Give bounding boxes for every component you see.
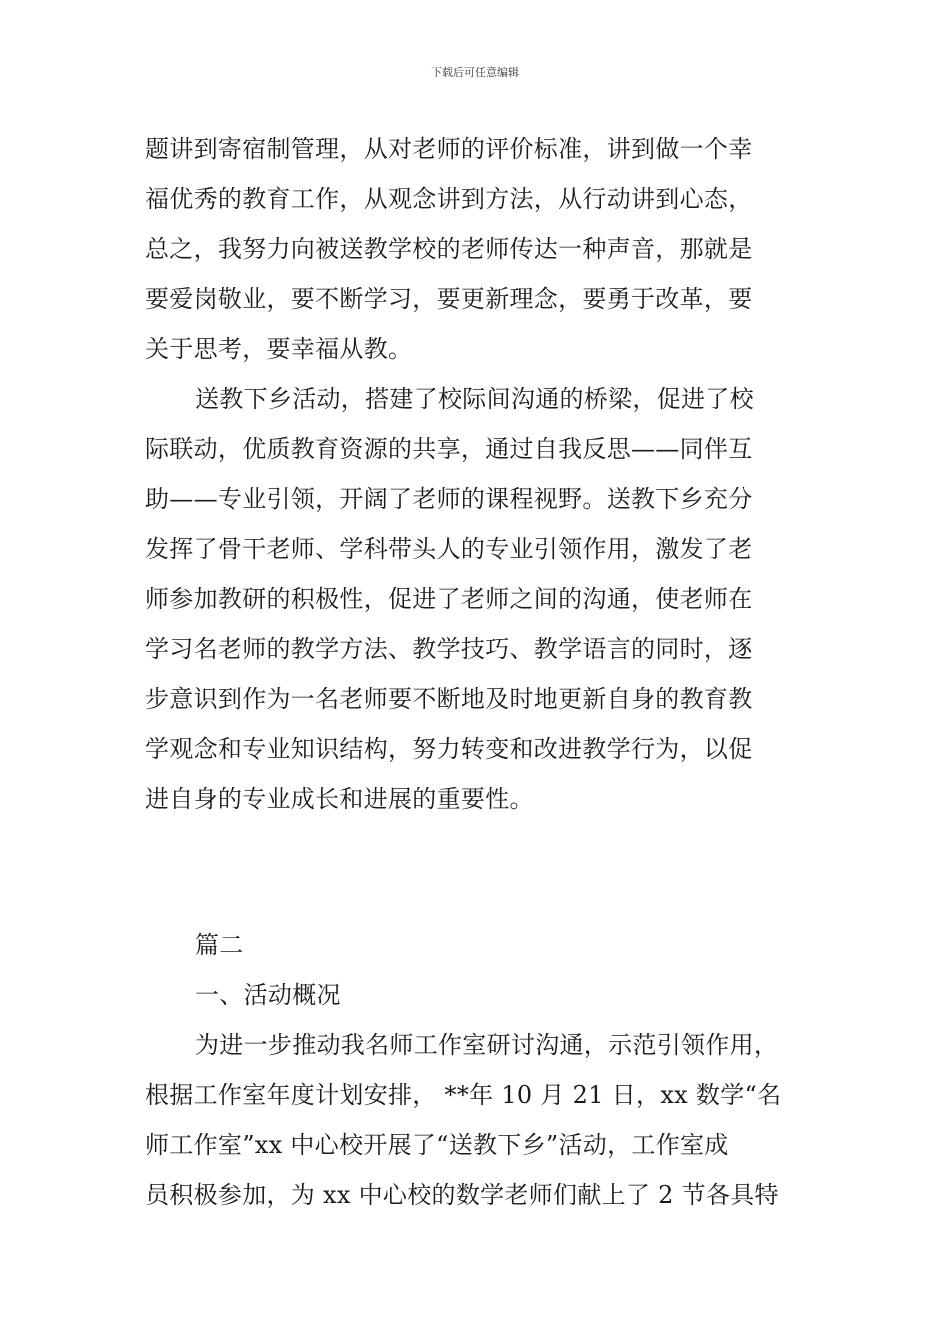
- text-line: 关于思考，要幸福从教。: [145, 335, 413, 363]
- text-line: 师工作室”xx 中心校开展了“送教下乡”活动，工作室成: [145, 1131, 729, 1159]
- text-line: 要爱岗敬业，要不断学习，要更新理念，要勇于改革，要: [145, 285, 753, 313]
- subsection-heading: 一、活动概况: [195, 981, 341, 1009]
- text-line: 题讲到寄宿制管理，从对老师的评价标准，讲到做一个幸: [145, 135, 753, 163]
- text-line: 际联动，优质教育资源的共享，通过自我反思——同伴互: [145, 435, 753, 463]
- text-line: 福优秀的教育工作，从观念讲到方法，从行动讲到心态，: [145, 185, 753, 213]
- text-line: 学习名老师的教学方法、教学技巧、教学语言的同时，逐: [145, 635, 753, 663]
- text-line: 员积极参加，为 xx 中心校的数学老师们献上了 2 节各具特: [145, 1181, 779, 1209]
- text-line: 进自身的专业成长和进展的重要性。: [145, 785, 534, 813]
- paragraph-start-line: 为进一步推动我名师工作室研讨沟通，示范引领作用，: [195, 1031, 779, 1059]
- text-line: 根据工作室年度计划安排， **年 10 月 21 日，xx 数学“名: [145, 1081, 782, 1109]
- text-line: 师参加教研的积极性，促进了老师之间的沟通，使老师在: [145, 585, 753, 613]
- paragraph-start-line: 送教下乡活动，搭建了校际间沟通的桥梁，促进了校: [195, 385, 754, 413]
- text-line: 学观念和专业知识结构，努力转变和改进教学行为，以促: [145, 735, 753, 763]
- text-line: 步意识到作为一名老师要不断地及时地更新自身的教育教: [145, 685, 753, 713]
- section-heading: 篇二: [195, 931, 244, 959]
- page-header: 下载后可任意编辑: [431, 66, 519, 79]
- text-line: 助——专业引领，开阔了老师的课程视野。送教下乡充分: [145, 485, 753, 513]
- text-line: 总之，我努力向被送教学校的老师传达一种声音，那就是: [145, 235, 753, 263]
- text-line: 发挥了骨干老师、学科带头人的专业引领作用，激发了老: [145, 535, 753, 563]
